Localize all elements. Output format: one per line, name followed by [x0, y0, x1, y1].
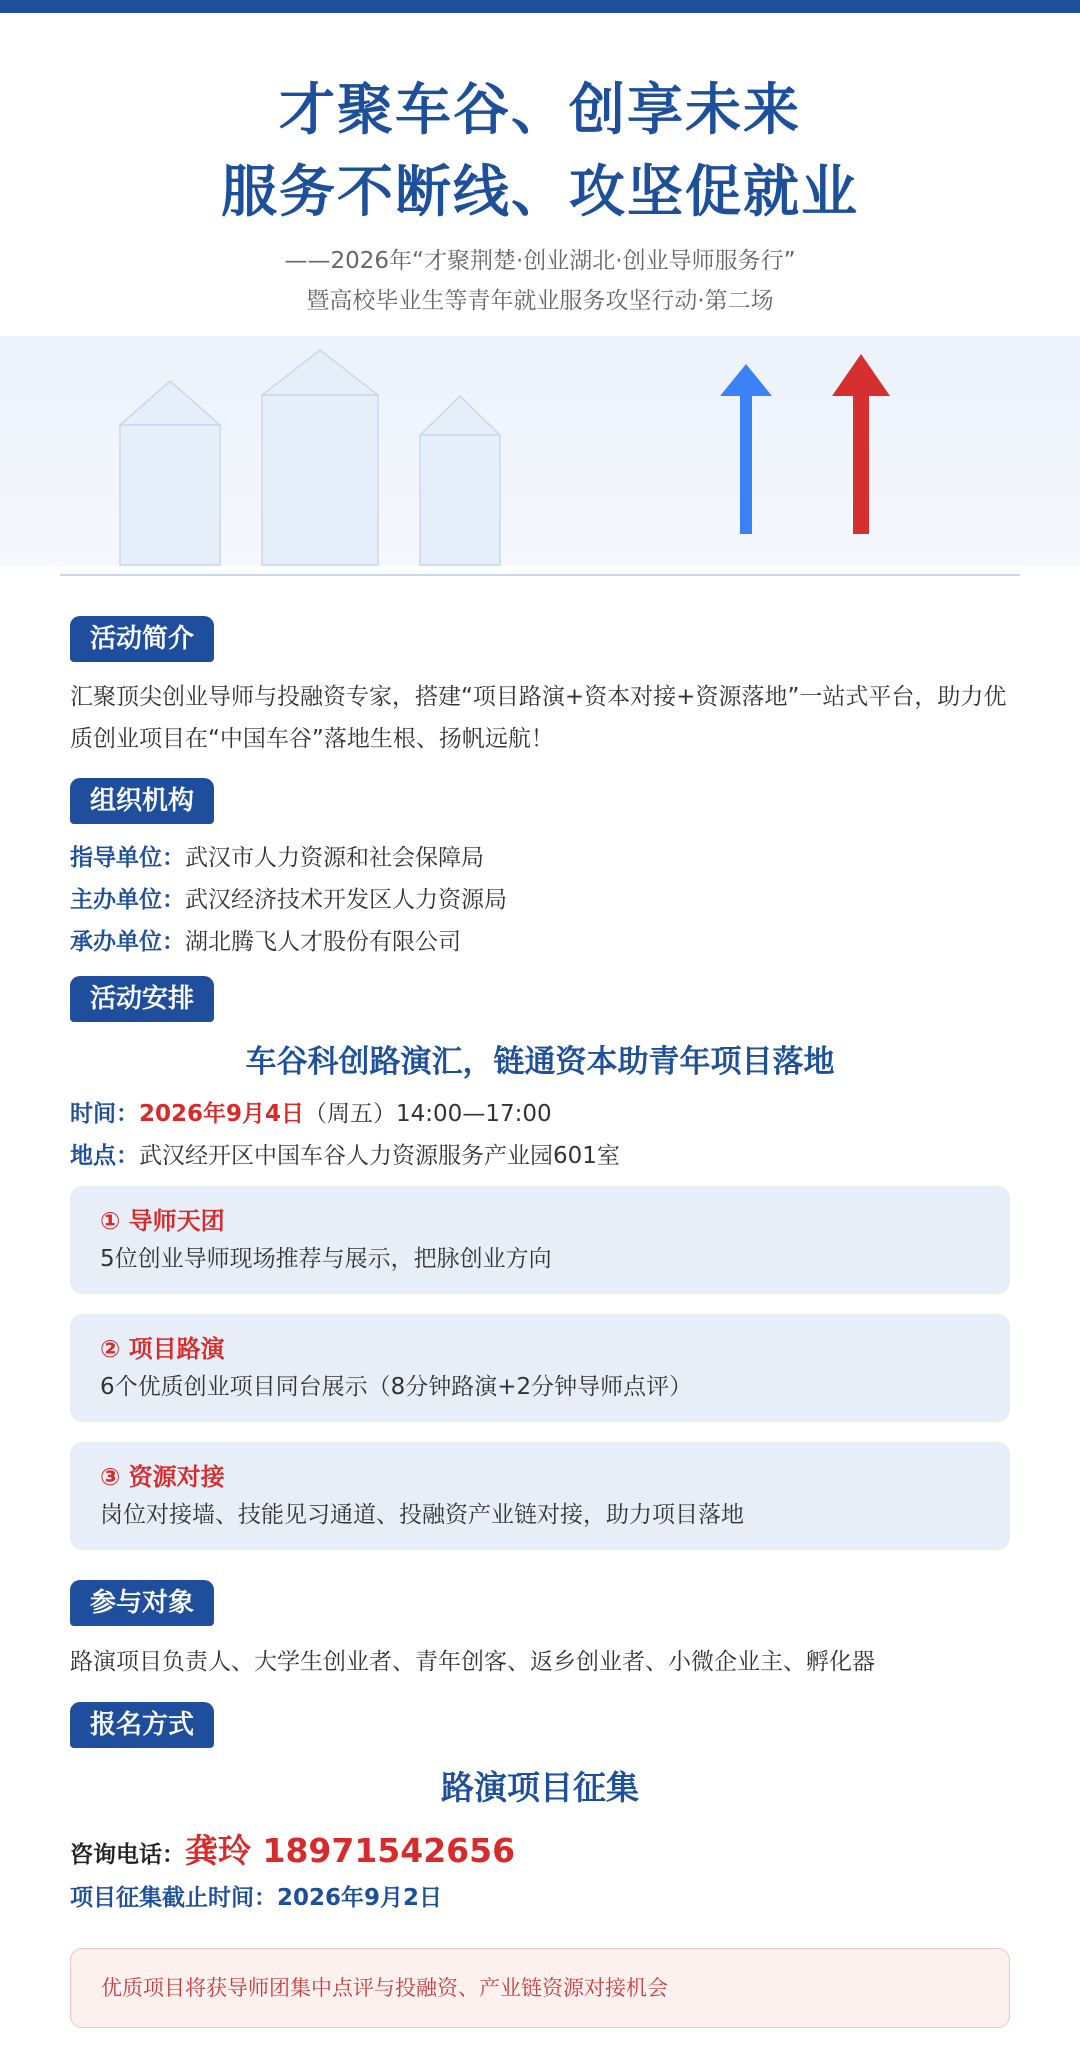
schedule-card-roadshow: [70, 1314, 1010, 1422]
phone-label: 咨询电话：: [70, 1842, 185, 1868]
signup-phone-row: [70, 1826, 515, 1880]
note-text: 优质项目将获导师团集中点评与投融资、产业链资源对接机会: [101, 1976, 668, 2000]
event-time: （周五）14:00—17:00: [304, 1101, 552, 1127]
signup-deadline: 项目征集截止时间：2026年9月2日: [70, 1885, 443, 1911]
card-desc: 6个优质创业项目同台展示（8分钟路演+2分钟导师点评）: [100, 1374, 693, 1400]
org-value: 武汉经济技术开发区人力资源局: [185, 887, 507, 913]
event-date: 2026年9月4日: [139, 1101, 305, 1127]
schedule-card-resources: [70, 1442, 1010, 1550]
org-label: 承办单位：: [70, 929, 185, 955]
org-row: [70, 880, 507, 920]
section-title-audience: 参与对象: [70, 1580, 214, 1626]
red-arrow-icon: [832, 354, 890, 534]
blue-arrow-icon: [720, 364, 772, 534]
signup-headline: 路演项目征集: [441, 1768, 639, 1807]
top-accent-bar: [0, 0, 1080, 13]
place-label: 地点：: [70, 1143, 139, 1169]
main-title-line2: 服务不断线、攻坚促就业: [221, 160, 859, 225]
event-place: 武汉经开区中国车谷人力资源服务产业园601室: [139, 1143, 620, 1169]
section-title-signup: 报名方式: [70, 1702, 214, 1748]
hero-illustration: [0, 336, 1080, 566]
section-title-org: 组织机构: [70, 778, 214, 824]
card-desc: 岗位对接墙、技能见习通道、投融资产业链对接，助力项目落地: [100, 1502, 744, 1528]
building-illustration: [120, 350, 500, 565]
org-label: 指导单位：: [70, 845, 185, 871]
phone-number: 龚玲 18971542656: [185, 1831, 516, 1870]
section-title-intro: 活动简介: [70, 616, 214, 662]
section-title-schedule: 活动安排: [70, 976, 214, 1022]
schedule-card-mentors: [70, 1186, 1010, 1294]
schedule-headline: 车谷科创路演汇，链通资本助青年项目落地: [245, 1044, 835, 1080]
hero-banner: [0, 336, 1080, 566]
banner-divider: [60, 574, 1020, 576]
time-label: 时间：: [70, 1101, 139, 1127]
org-value: 武汉市人力资源和社会保障局: [185, 845, 484, 871]
schedule-time-row: [70, 1094, 552, 1134]
card-title: ① 导师天团: [100, 1207, 225, 1235]
main-title-line1: 才聚车谷、创享未来: [279, 78, 801, 143]
schedule-place-row: [70, 1136, 620, 1176]
card-title: ③ 资源对接: [100, 1463, 225, 1491]
subtitle-line1: ——2026年“才聚荆楚·创业湖北·创业导师服务行”: [284, 248, 796, 274]
card-desc: 5位创业导师现场推荐与展示，把脉创业方向: [100, 1246, 552, 1272]
highlight-note: [70, 1948, 1010, 2028]
org-value: 湖北腾飞人才股份有限公司: [185, 929, 461, 955]
subtitle-line2: 暨高校毕业生等青年就业服务攻坚行动·第二场: [306, 288, 774, 314]
org-row: [70, 922, 461, 962]
audience-text: 路演项目负责人、大学生创业者、青年创客、返乡创业者、小微企业主、孵化器: [70, 1649, 875, 1675]
card-title: ② 项目路演: [100, 1335, 225, 1363]
org-label: 主办单位：: [70, 887, 185, 913]
intro-text: 汇聚顶尖创业导师与投融资专家，搭建“项目路演+资本对接+资源落地”一站式平台，助力优质创业项目在“中国车谷”落地生根、扬帆远航！: [70, 684, 1007, 752]
org-row: [70, 838, 484, 878]
